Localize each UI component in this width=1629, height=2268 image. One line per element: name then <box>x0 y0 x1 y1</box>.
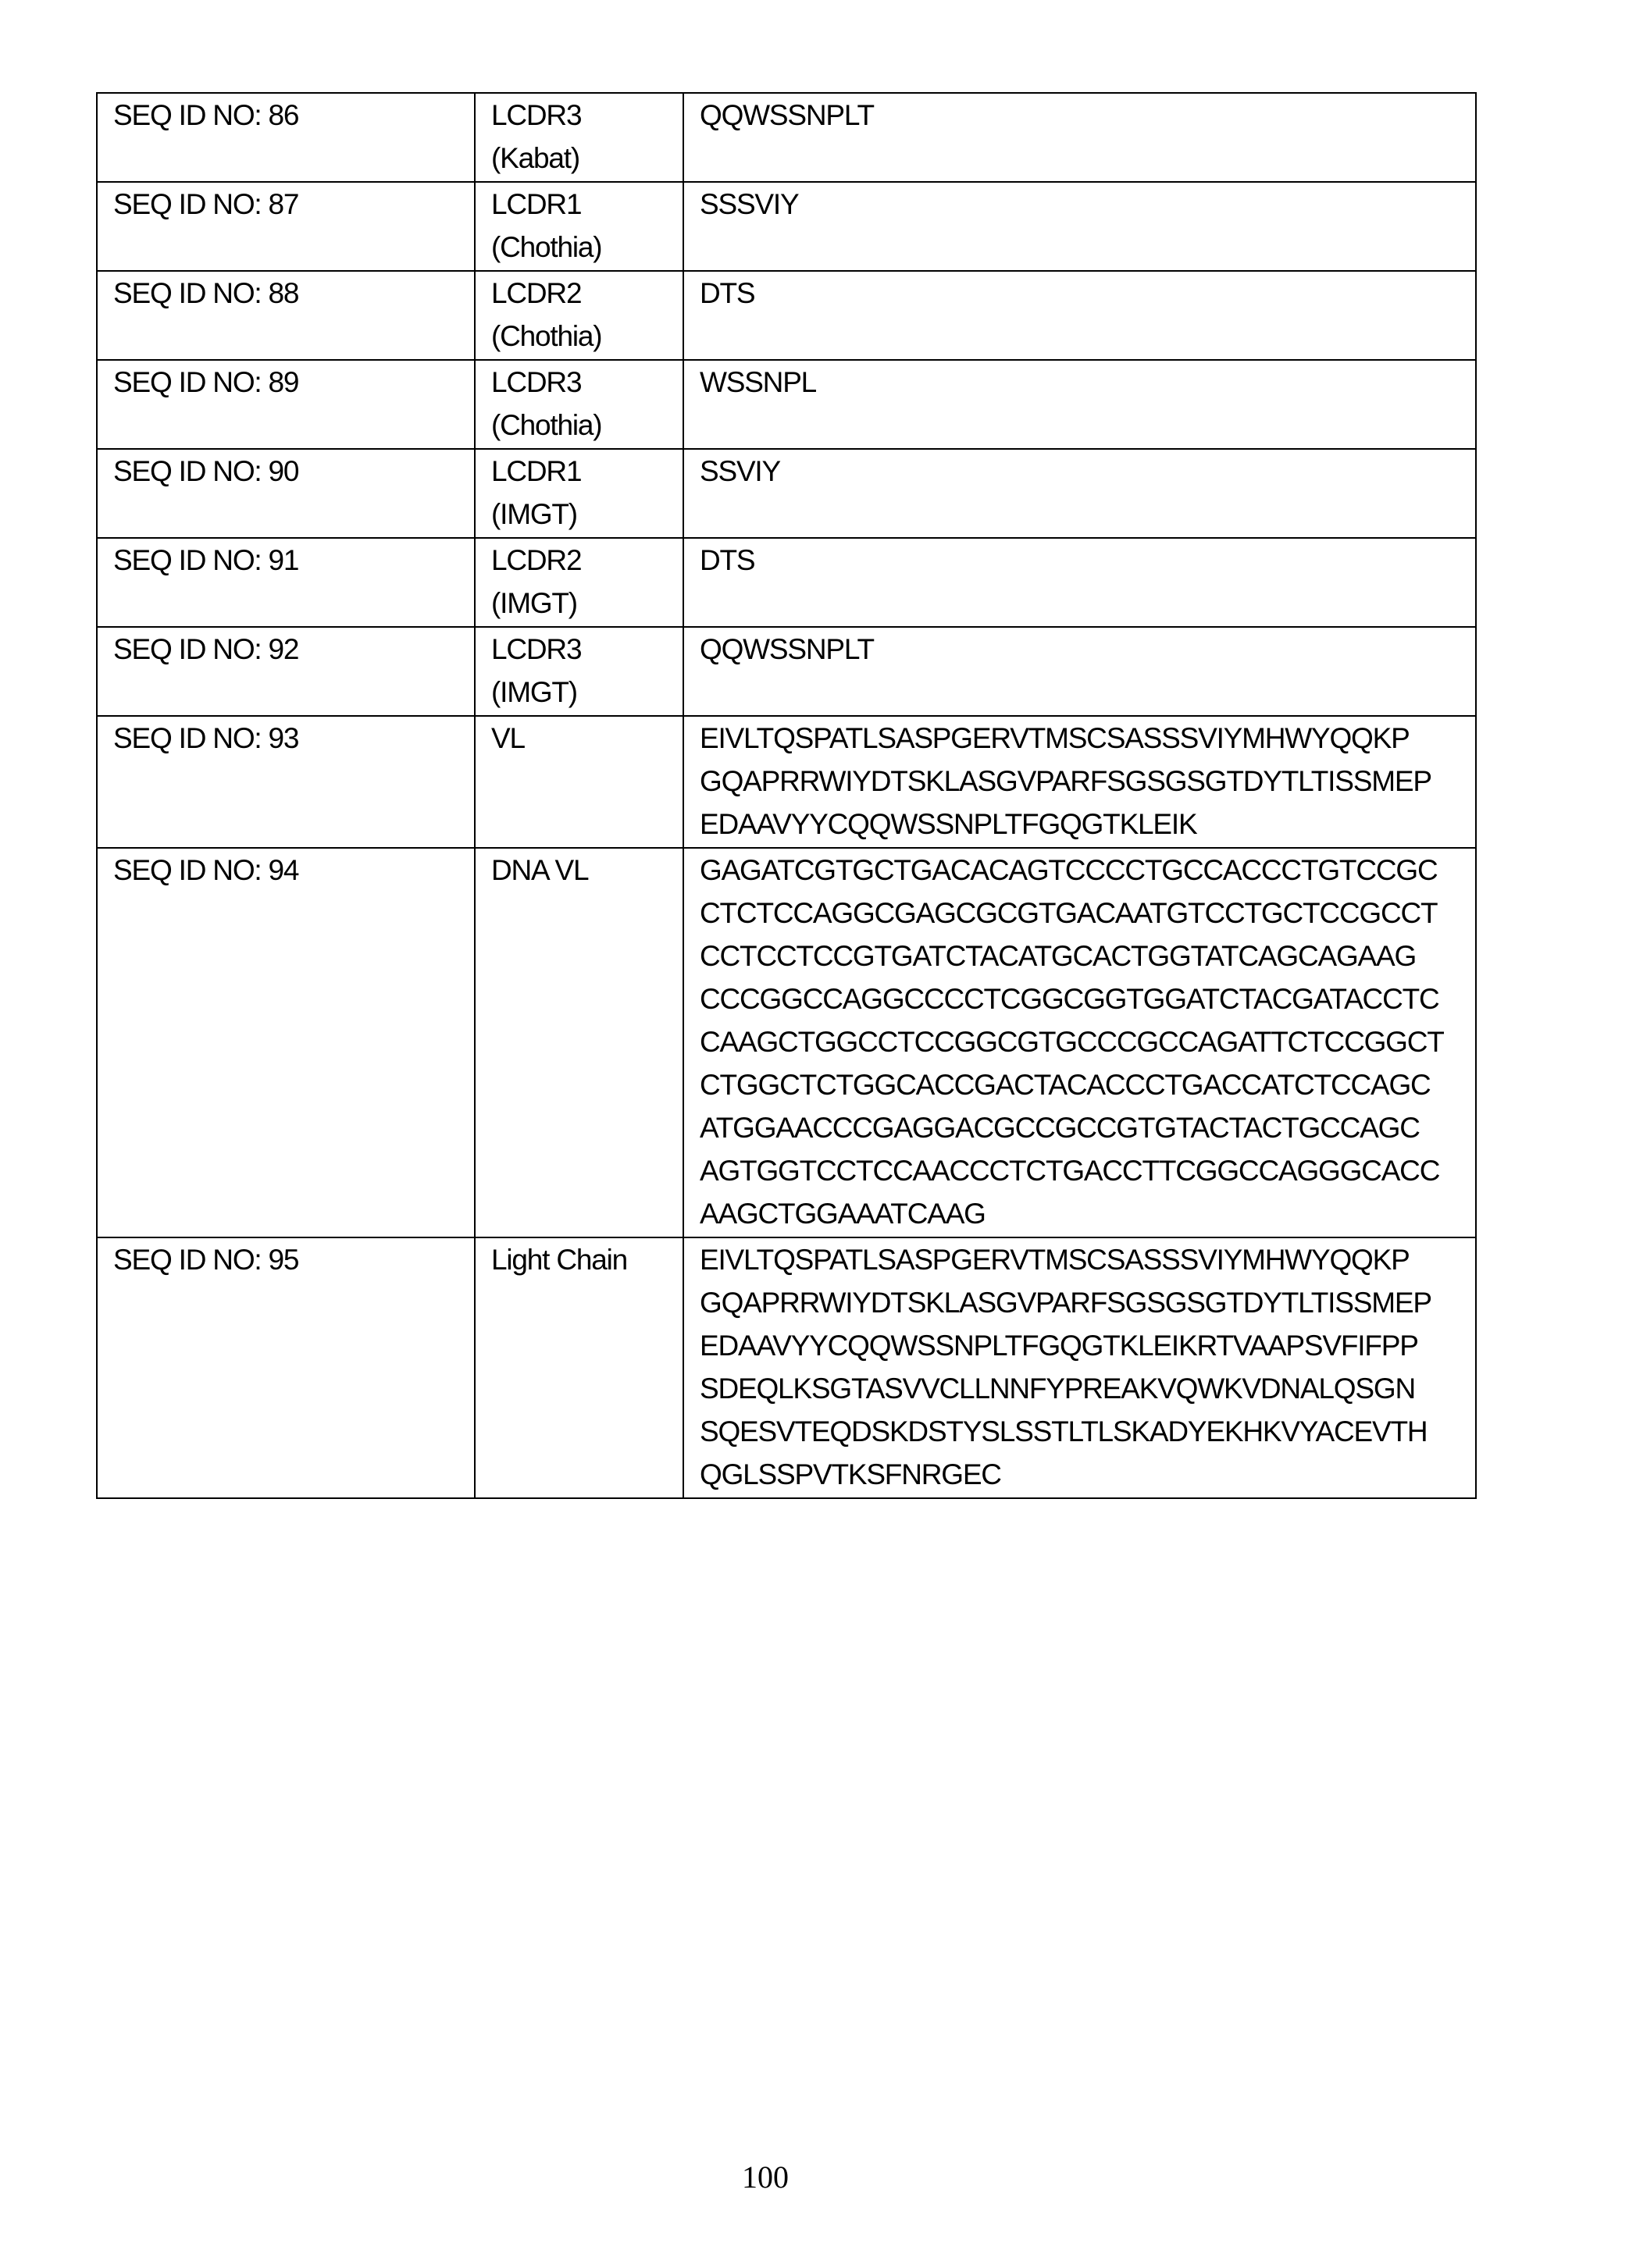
description-cell-line: (IMGT) <box>491 493 683 536</box>
sequence-cell-line: CAAGCTGGCCTCCGGCGTGCCCGCCAGATTCTCCGGCT <box>700 1020 1475 1063</box>
description-cell <box>475 538 683 627</box>
table-row <box>97 271 1476 360</box>
sequence-cell <box>683 449 1476 538</box>
sequence-cell-line: WSSNPL <box>700 361 1475 404</box>
description-cell-line: LCDR3 <box>491 361 683 404</box>
description-cell <box>475 1237 683 1498</box>
description-cell-line: (IMGT) <box>491 671 683 714</box>
table-row <box>97 716 1476 848</box>
seq-id-cell-line: SEQ ID NO: 90 <box>113 450 474 493</box>
sequence-cell-line: AGTGGTCCTCCAACCCTCTGACCTTCGGCCAGGGCACC <box>700 1149 1475 1192</box>
sequence-cell-line: SSSVIY <box>700 183 1475 226</box>
sequence-cell-line: QQWSSNPLT <box>700 628 1475 671</box>
sequence-cell-line: GQAPRRWIYDTSKLASGVPARFSGSGSGTDYTLTISSMEP <box>700 1281 1475 1324</box>
description-cell-line: LCDR1 <box>491 183 683 226</box>
seq-id-cell-line: SEQ ID NO: 94 <box>113 849 474 892</box>
sequence-cell-line: CTCTCCAGGCGAGCGCGTGACAATGTCCTGCTCCGCCT <box>700 892 1475 935</box>
seq-id-cell <box>97 360 475 449</box>
sequence-cell-line: QGLSSPVTKSFNRGEC <box>700 1453 1475 1496</box>
sequence-cell <box>683 848 1476 1237</box>
sequence-cell-line: DTS <box>700 539 1475 582</box>
seq-id-cell <box>97 538 475 627</box>
seq-id-cell-line: SEQ ID NO: 92 <box>113 628 474 671</box>
sequence-cell-line: AAGCTGGAAATCAAG <box>700 1192 1475 1235</box>
sequence-cell-line: CCTCCTCCGTGATCTACATGCACTGGTATCAGCAGAAG <box>700 935 1475 977</box>
sequence-cell <box>683 716 1476 848</box>
sequence-cell-line: GAGATCGTGCTGACACAGTCCCCTGCCACCCTGTCCGC <box>700 849 1475 892</box>
sequence-cell-line: QQWSSNPLT <box>700 94 1475 137</box>
seq-id-cell <box>97 449 475 538</box>
description-cell-line: (Chothia) <box>491 226 683 269</box>
description-cell <box>475 360 683 449</box>
description-cell <box>475 449 683 538</box>
description-cell-line: LCDR1 <box>491 450 683 493</box>
seq-id-cell-line: SEQ ID NO: 93 <box>113 717 474 760</box>
description-cell-line: (Kabat) <box>491 137 683 180</box>
description-cell-line: DNA VL <box>491 849 683 892</box>
seq-id-cell <box>97 1237 475 1498</box>
sequence-cell <box>683 271 1476 360</box>
description-cell <box>475 627 683 716</box>
sequence-cell-line: EDAAVYYCQQWSSNPLTFGQGTKLEIKRTVAAPSVFIFPP <box>700 1324 1475 1367</box>
description-cell <box>475 848 683 1237</box>
table-row <box>97 848 1476 1237</box>
sequence-cell-line: SSVIY <box>700 450 1475 493</box>
sequence-cell-line: EDAAVYYCQQWSSNPLTFGQGTKLEIK <box>700 803 1475 846</box>
table-row <box>97 182 1476 271</box>
table-row <box>97 93 1476 182</box>
seq-id-cell <box>97 848 475 1237</box>
sequence-table <box>96 92 1477 1499</box>
seq-id-cell-line: SEQ ID NO: 95 <box>113 1238 474 1281</box>
sequence-cell-line: DTS <box>700 272 1475 315</box>
sequence-cell-line: EIVLTQSPATLSASPGERVTMSCSASSSVIYMHWYQQKP <box>700 717 1475 760</box>
table-row <box>97 627 1476 716</box>
seq-id-cell <box>97 182 475 271</box>
seq-id-cell-line: SEQ ID NO: 86 <box>113 94 474 137</box>
description-cell-line: (Chothia) <box>491 315 683 358</box>
seq-id-cell-line: SEQ ID NO: 89 <box>113 361 474 404</box>
seq-id-cell-line: SEQ ID NO: 88 <box>113 272 474 315</box>
seq-id-cell-line: SEQ ID NO: 91 <box>113 539 474 582</box>
sequence-cell-line: ATGGAACCCGAGGACGCCGCCGTGTACTACTGCCAGC <box>700 1106 1475 1149</box>
sequence-cell <box>683 93 1476 182</box>
description-cell-line: LCDR2 <box>491 539 683 582</box>
description-cell <box>475 93 683 182</box>
description-cell-line: (Chothia) <box>491 404 683 447</box>
description-cell-line: (IMGT) <box>491 582 683 625</box>
sequence-cell-line: SQESVTEQDSKDSTYSLSSTLTLSKADYEKHKVYACEVTH <box>700 1410 1475 1453</box>
sequence-table-body <box>97 93 1476 1498</box>
description-cell-line: LCDR3 <box>491 94 683 137</box>
description-cell <box>475 271 683 360</box>
sequence-cell <box>683 1237 1476 1498</box>
sequence-cell <box>683 360 1476 449</box>
seq-id-cell <box>97 627 475 716</box>
seq-id-cell-line: SEQ ID NO: 87 <box>113 183 474 226</box>
sequence-cell-line: CCCGGCCAGGCCCCTCGGCGGTGGATCTACGATACCTC <box>700 977 1475 1020</box>
table-row <box>97 538 1476 627</box>
sequence-cell-line: SDEQLKSGTASVVCLLNNFYPREAKVQWKVDNALQSGN <box>700 1367 1475 1410</box>
sequence-cell-line: CTGGCTCTGGCACCGACTACACCCTGACCATCTCCAGC <box>700 1063 1475 1106</box>
seq-id-cell <box>97 271 475 360</box>
sequence-cell <box>683 182 1476 271</box>
description-cell <box>475 182 683 271</box>
sequence-cell-line: EIVLTQSPATLSASPGERVTMSCSASSSVIYMHWYQQKP <box>700 1238 1475 1281</box>
table-row <box>97 1237 1476 1498</box>
sequence-cell <box>683 538 1476 627</box>
description-cell-line: LCDR2 <box>491 272 683 315</box>
table-row <box>97 360 1476 449</box>
description-cell-line: LCDR3 <box>491 628 683 671</box>
seq-id-cell <box>97 93 475 182</box>
description-cell-line: Light Chain <box>491 1238 683 1281</box>
sequence-cell-line: GQAPRRWIYDTSKLASGVPARFSGSGSGTDYTLTISSMEP <box>700 760 1475 803</box>
seq-id-cell <box>97 716 475 848</box>
description-cell <box>475 716 683 848</box>
sequence-cell <box>683 627 1476 716</box>
table-row <box>97 449 1476 538</box>
page-number: 100 <box>0 2159 1531 2195</box>
description-cell-line: VL <box>491 717 683 760</box>
